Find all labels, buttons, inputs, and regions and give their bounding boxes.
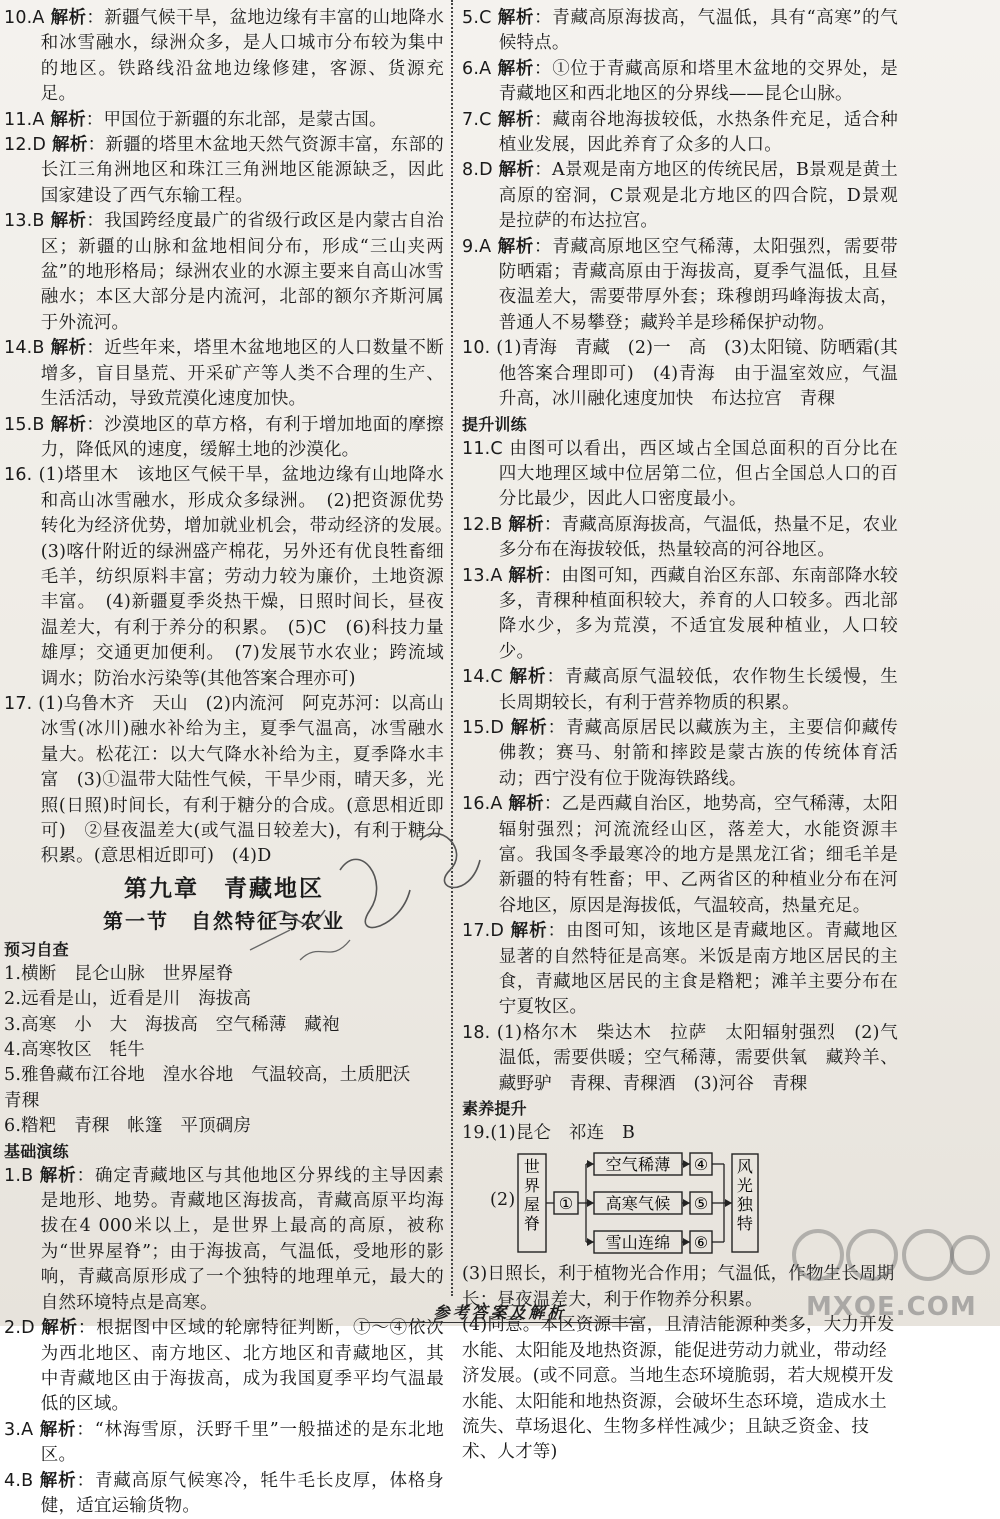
preview-answer: 3.高寒 小 大 海拔高 空气稀薄 藏袍 [4, 1014, 340, 1035]
answer-number: 11.C [462, 438, 503, 459]
answer-item [462, 564, 898, 666]
analysis-label: 解析 [50, 211, 87, 232]
box-world-roof-label: 世界屋脊 [523, 1157, 541, 1234]
analysis-label: 解析 [508, 794, 544, 815]
answer-number: 6.A [462, 58, 492, 79]
answer-number: 8.D [462, 160, 493, 181]
preview-answer: 2.远看是山，近看是川 海拔高 [4, 989, 252, 1010]
handwritten-scribble [230, 800, 490, 970]
answer-text: ：新疆气候干旱，盆地边缘有丰富的山地降水和冰雪融水，绿洲众多，是人口城市分布较为集中的地区。铁路线沿盆地边缘修建，客源、货源充足。 [40, 8, 445, 105]
analysis-label: 解析 [50, 414, 87, 435]
basic-heading: 基础演练 [4, 1141, 69, 1161]
answer-text: ：确定青藏地区与其他地区分界线的主导因素是地形、地势。青藏地区海拔高，青藏高原平均海拔在4 000米以上，是世界上最高的高原，被称为“世界屋脊”；由于海拔高，气温低，受地形的影响，青藏高原形成了一个独特的地理单元，最大的自然环境特点是高寒。 [40, 1165, 444, 1313]
left-column [4, 6, 462, 1519]
arrow-head [725, 1199, 732, 1207]
box-feature-label-2: 雪山连绵 [605, 1233, 671, 1253]
box-feature-label-1: 高寒气候 [605, 1194, 671, 1214]
answer-text: ：青藏高原气候寒冷，牦牛毛长皮厚，体格身健，适宜运输货物。 [40, 1470, 444, 1516]
arrow-head [683, 1199, 690, 1207]
answer-text: ：“林海雪原，沃野千里”一般描述的是东北地区。 [40, 1419, 445, 1466]
answer-item [4, 413, 444, 464]
page-footer: 参考答案及解析 [433, 1303, 567, 1322]
analysis-label: 解析 [510, 717, 548, 738]
analysis-label: 解析 [498, 160, 535, 181]
section-title: 第一节 自然特征与农业 [103, 908, 345, 933]
analysis-label: 解析 [497, 8, 535, 28]
answer-number: 13.B [4, 211, 45, 232]
answer-text: ：青藏高原气温较低，农作物生长缓慢，生长周期较长，有利于营养物质的积累。 [498, 667, 898, 713]
answer-text: ：①位于青藏高原和塔里木盆地的交界处，是青藏地区和西北地区的分界线——昆仑山脉。 [498, 58, 899, 105]
improve-heading: 提升训练 [462, 414, 527, 434]
q19-part-rest: (4)同意。本区资源丰富，且清洁能源种类多，大力开发水能、太阳能及地热资源，能促进劳动力就业，带动经济发展。(或不同意。当地生态环境脆弱，若大规模开发水能、太阳能和地热资源，会破坏生态环境，造成水土流失、草场退化、生物多样性减少；且缺乏资金、技术、人才等) [462, 1315, 895, 1463]
q19-part1: 19.(1)昆仑 祁连 B [462, 1123, 636, 1144]
answer-number: 15.B [4, 414, 45, 435]
answer-text: ：近些年来，塔里木盆地地区的人口数量不断增多，盲目垦荒、开采矿产等人类不合理的生产、生活活动，导致荒漠化速度加快。 [40, 338, 444, 410]
column-divider [451, 0, 453, 1296]
analysis-label: 解析 [52, 135, 88, 156]
answer-number: 17. [4, 693, 33, 714]
arrow-head [683, 1160, 690, 1168]
answer-text: ：我国跨经度最广的省级行政区是内蒙古自治区；新疆的山脉和盆地相间分布，形成“三山夹两盆”的地形格局；绿洲农业的水源主要来自高山冰雪融水；本区大部分是内流河，北部的额尔齐斯河属于外流河。 [40, 211, 444, 333]
answer-number: 10. [462, 338, 491, 359]
preview-heading: 预习自查 [4, 939, 69, 959]
answer-item [462, 108, 898, 159]
q19-part-rest: (3)日照长，利于植物光合作用；气温低，作物生长周期长；昼夜温差大，利于作物养分积累。 [462, 1264, 895, 1310]
answer-number: 16. [4, 465, 33, 486]
answer-number: 15.D [462, 717, 505, 738]
answer-text: ：由图可知，该地区是青藏地区。青藏地区显著的自然特征是高寒。米饭是南方地区居民的主食，青藏地区居民的主食是糌粑；滩羊主要分布在宁夏牧区。 [498, 921, 898, 1018]
analysis-label: 解析 [39, 1165, 77, 1186]
arrow-head [683, 1238, 690, 1246]
arrow-head [587, 1199, 594, 1207]
answer-item [4, 1469, 444, 1519]
answer-text: (1)塔里木 该地区气候干旱，盆地边缘有山地降水和高山冰雪融水，形成众多绿洲。 (2)把资源优势转化为经济优势，增加就业机会，带动经济的发展。 (3)喀什附近的绿洲盛产棉花，另外还有优良牲畜细毛羊，纺织原料丰富；劳动力较为廉价，土地资源丰富。 (4)新疆夏季炎热干燥，日照时间长，昼夜温差大，有利于养分的积累。 (5)C (6)科技力量雄厚；交通更加便利。 (7)发展节水农业；跨流域调水；防治水污染等(其他答案合理亦可) [38, 465, 462, 689]
answer-text: (1)格尔木 柴达木 拉萨 太阳辐射强烈 (2)气温低，需要供暖；空气稀薄，需要供氧 藏羚羊、藏野驴 青稞、青稞酒 (3)河谷 青稞 [496, 1022, 899, 1094]
answer-item [4, 108, 444, 133]
answer-text: ：青藏高原海拔高，气温低，具有“高寒”的气候特点。 [498, 8, 899, 54]
answer-text: ：由图可知，西藏自治区东部、东南部降水较多，青稞种植面积较大，养育的人口较多。西北部降水少，多为荒漠，不适宜发展种植业，人口较少。 [498, 565, 898, 662]
box-scenery-label: 风光独特 [736, 1157, 754, 1234]
analysis-label: 解析 [497, 58, 535, 79]
answer-item [462, 1021, 898, 1097]
analysis-label: 解析 [41, 1318, 78, 1339]
answer-item [4, 6, 444, 108]
answer-text: ：藏南谷地海拔较低，水热条件充足，适合种植业发展，因此养育了众多的人口。 [498, 109, 899, 156]
analysis-label: 解析 [509, 667, 547, 688]
answer-item [4, 1316, 444, 1418]
analysis-label: 解析 [497, 236, 535, 257]
preview-answer: 6.糌粑 青稞 帐篷 平顶碉房 [4, 1116, 252, 1137]
answer-item [462, 665, 898, 716]
analysis-label: 解析 [50, 109, 86, 130]
answer-item [462, 437, 898, 513]
analysis-label: 解析 [50, 338, 87, 359]
answer-text: (1)乌鲁木齐 天山 (2)内流河 阿克苏河：以高山冰雪(冰川)融水补给为主，夏季气温高，冰雪融水量大。松花江：以大气降水补给为主，夏季降水丰富 (3)①温带大陆性气候，干旱少雨，晴天多，光照(日照)时间长，有利于糖分的合成。(意思相近即可) ②昼夜温差大(或气温日较差大)，有利于糖分积累。(意思相近即可) (4)D [38, 693, 444, 867]
answer-number: 18. [462, 1022, 491, 1043]
answer-text: (1)青海 青藏 (2)一 高 (3)太阳镜、防晒霜(其他答案合理即可) (4)青海 由于温室效应，气温升高，冰川融化速度加快 布达拉宫 青稞 [496, 338, 898, 410]
preview-answer: 4.高寒牧区 牦牛 [4, 1040, 145, 1061]
answer-item [462, 6, 898, 57]
analysis-label: 解析 [39, 1419, 77, 1440]
answer-number: 11.A [4, 109, 45, 130]
analysis-label: 解析 [497, 109, 535, 130]
answer-text: ：根据图中区域的轮廓特征判断，①～④依次为西北地区、南方地区、北方地区和青藏地区，其中青藏地区由于海拔高，成为我国夏季平均气温最低的区域。 [40, 1318, 445, 1415]
analysis-label: 解析 [510, 921, 548, 942]
answer-number: 16.A [462, 794, 503, 815]
arrow-head [587, 1160, 594, 1168]
answer-number: 3.A [4, 1419, 34, 1440]
answer-number: 12.D [4, 135, 47, 156]
watermark-text: MXQE.COM [806, 1292, 977, 1322]
answer-item [4, 463, 462, 692]
analysis-label: 解析 [508, 514, 544, 535]
answer-item [4, 133, 444, 209]
answer-number: 12.B [462, 514, 503, 535]
footer-rule [360, 1322, 640, 1323]
answer-number: 14.C [462, 667, 503, 688]
box-result-num-label-1: ⑤ [693, 1194, 709, 1214]
answer-item [462, 792, 898, 919]
answer-item [4, 336, 444, 412]
watermark-logo [790, 1225, 990, 1295]
answer-number: 5.C [462, 8, 492, 28]
answer-item [462, 716, 898, 792]
answer-number: 7.C [462, 109, 492, 130]
answer-text: ：青藏高原海拔高，气温低，热量不足，农业多分布在海拔较低，热量较高的河谷地区。 [498, 514, 899, 561]
answer-item [462, 57, 898, 108]
answer-item [4, 1418, 444, 1469]
box-result-num-label-0: ④ [693, 1155, 709, 1175]
answer-number: 9.A [462, 236, 492, 257]
answer-text: ：沙漠地区的草方格，有利于增加地面的摩擦力，降低风的速度，缓解土地的沙漠化。 [40, 414, 444, 460]
quality-heading: 素养提升 [462, 1099, 527, 1119]
q19-part2-label: (2) [490, 1190, 516, 1211]
answer-number: 1.B [4, 1165, 34, 1186]
answer-number: 14.B [4, 338, 45, 359]
answer-text: ：新疆的塔里木盆地天然气资源丰富，东部的长江三角洲地区和珠江三角洲地区能源缺乏，因此国家建设了西气东输工程。 [40, 135, 445, 206]
box-result-num-label-2: ⑥ [693, 1233, 709, 1253]
analysis-label: 解析 [508, 565, 544, 586]
answer-text: ：青藏高原地区空气稀薄，太阳强烈，需要带防晒霜；青藏高原由于海拔高，夏季气温低，且昼夜温差大，需要带厚外套；珠穆朗玛峰海拔太高，普通人不易攀登；藏羚羊是珍稀保护动物。 [498, 236, 899, 333]
answer-text: ：乙是西藏自治区，地势高，空气稀薄，太阳辐射强烈；河流流经山区，落差大，水能资源丰富。我国冬季最寒冷的地方是黑龙江省；细毛羊是新疆的特有牲畜；甲、乙两省区的种植业分布在河谷地区，原因是海拔低，气温较高，热量充足。 [498, 794, 898, 916]
arrow-head [587, 1238, 594, 1246]
answer-item [462, 336, 898, 412]
analysis-label: 解析 [39, 1470, 77, 1491]
answer-item [462, 158, 898, 234]
answer-number: 13.A [462, 565, 503, 586]
answer-item [4, 1164, 444, 1316]
preview-answer: 5.雅鲁藏布江谷地 湟水谷地 气温较高，土质肥沃 青稞 [4, 1065, 429, 1111]
answer-item [462, 919, 898, 1021]
answer-text: ：青藏高原居民以藏族为主，主要信仰藏传佛教；赛马、射箭和摔跤是蒙古族的传统体育活动；西宁没有位于陇海铁路线。 [498, 717, 898, 789]
preview-answer: 1.横断 昆仑山脉 世界屋脊 [4, 963, 234, 984]
box-feature-label-0: 空气稀薄 [605, 1155, 671, 1175]
answer-number: 17.D [462, 921, 505, 942]
answer-text: ：甲国位于新疆的东北部，是蒙古国。 [85, 109, 387, 130]
chapter-title: 第九章 青藏地区 [124, 875, 324, 902]
answer-number: 4.B [4, 1470, 34, 1491]
answer-text: ：A景观是南方地区的传统民居，B景观是黄土高原的窑洞，C景观是北方地区的四合院，D景观是拉萨的布达拉宫。 [498, 160, 898, 232]
answer-number: 2.D [4, 1318, 35, 1339]
analysis-label: 解析 [50, 8, 87, 28]
answer-item [462, 513, 898, 564]
answer-number: 10.A [4, 8, 45, 28]
box-num1-label: ① [558, 1194, 574, 1214]
answer-item [462, 235, 898, 337]
answer-text: 由图可以看出，西区域占全国总面积的百分比在四大地理区域中位居第二位，但占全国总人口的百分比最少，因此人口密度最小。 [498, 438, 898, 510]
answer-item [4, 209, 444, 336]
